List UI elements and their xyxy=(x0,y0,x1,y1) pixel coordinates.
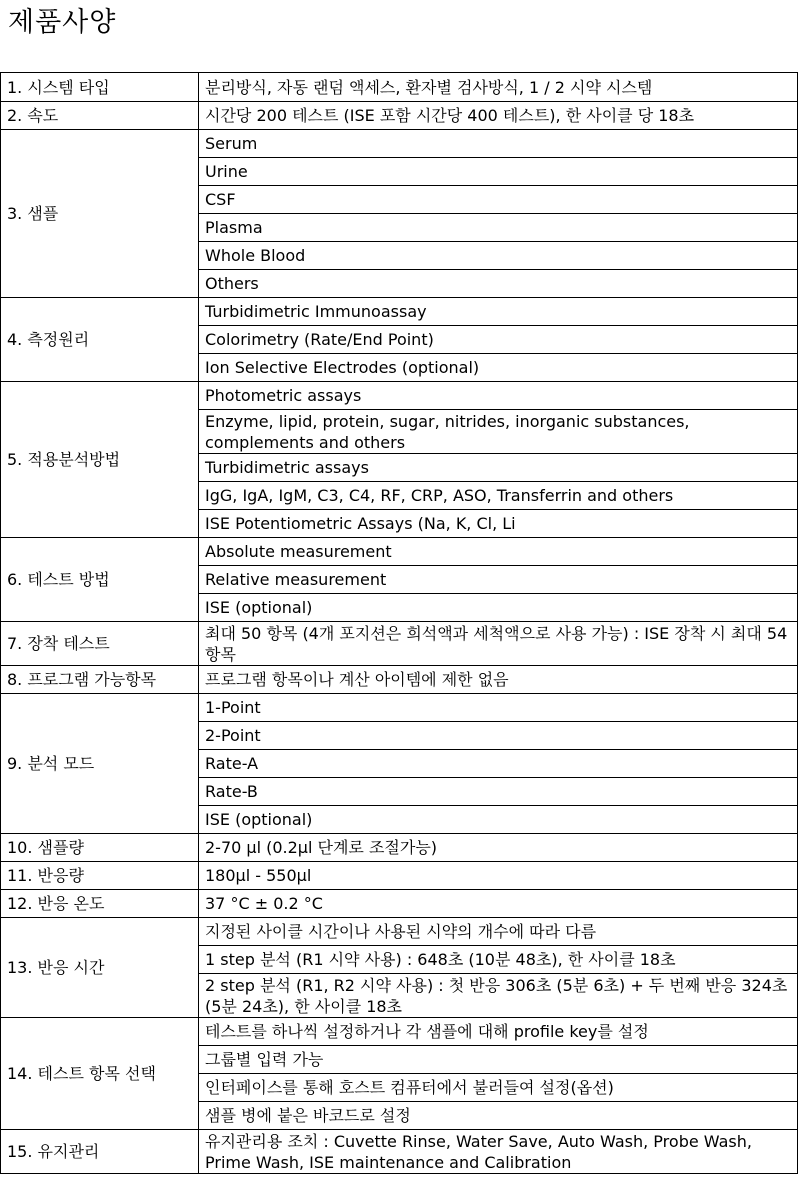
row-value: Others xyxy=(199,270,798,298)
row-value: 2 step 분석 (R1, R2 시약 사용) : 첫 반응 306초 (5분 6초) + 두 번째 반응 324초 (5분 24초), 한 사이클 18초 xyxy=(199,974,798,1018)
row-value: 시간당 200 테스트 (ISE 포함 시간당 400 테스트), 한 사이클 당 18초 xyxy=(199,102,798,130)
row-value: 2-Point xyxy=(199,722,798,750)
row-label: 14. 테스트 항목 선택 xyxy=(1,1018,199,1130)
table-row xyxy=(1,1018,798,1046)
row-value: Ion Selective Electrodes (optional) xyxy=(199,354,798,382)
row-value: Turbidimetric assays xyxy=(199,454,798,482)
row-label: 13. 반응 시간 xyxy=(1,918,199,1018)
row-value: Rate-B xyxy=(199,778,798,806)
row-value: Plasma xyxy=(199,214,798,242)
row-value: ISE Potentiometric Assays (Na, K, Cl, Li xyxy=(199,510,798,538)
row-value: 그룹별 입력 가능 xyxy=(199,1046,798,1074)
table-row xyxy=(1,538,798,566)
row-value: CSF xyxy=(199,186,798,214)
table-row xyxy=(1,73,798,102)
row-label: 9. 분석 모드 xyxy=(1,694,199,834)
row-value: 분리방식, 자동 랜덤 액세스, 환자별 검사방식, 1 / 2 시약 시스템 xyxy=(199,73,798,102)
row-value: 최대 50 항목 (4개 포지션은 희석액과 세척액으로 사용 가능) : ISE 장착 시 최대 54 항목 xyxy=(199,622,798,666)
row-label: 1. 시스템 타입 xyxy=(1,73,199,102)
row-value: Whole Blood xyxy=(199,242,798,270)
row-value: 프로그램 항목이나 계산 아이템에 제한 없음 xyxy=(199,666,798,694)
row-label: 2. 속도 xyxy=(1,102,199,130)
table-row xyxy=(1,298,798,326)
table-row xyxy=(1,1130,798,1174)
row-value: Serum xyxy=(199,130,798,158)
row-value: 샘플 병에 붙은 바코드로 설정 xyxy=(199,1102,798,1130)
row-value: Colorimetry (Rate/End Point) xyxy=(199,326,798,354)
row-value: 테스트를 하나씩 설정하거나 각 샘플에 대해 profile key를 설정 xyxy=(199,1018,798,1046)
row-label: 11. 반응량 xyxy=(1,862,199,890)
table-row xyxy=(1,862,798,890)
row-label: 8. 프로그램 가능항목 xyxy=(1,666,199,694)
row-label: 5. 적용분석방법 xyxy=(1,382,199,538)
table-row xyxy=(1,666,798,694)
row-label: 10. 샘플량 xyxy=(1,834,199,862)
row-label: 12. 반응 온도 xyxy=(1,890,199,918)
row-value: Turbidimetric Immunoassay xyxy=(199,298,798,326)
table-row xyxy=(1,102,798,130)
row-value: Urine xyxy=(199,158,798,186)
table-row xyxy=(1,622,798,666)
row-label: 6. 테스트 방법 xyxy=(1,538,199,622)
row-value: 180μl - 550μl xyxy=(199,862,798,890)
row-label: 15. 유지관리 xyxy=(1,1130,199,1174)
row-value: 유지관리용 조치 : Cuvette Rinse, Water Save, Auto Wash, Probe Wash, Prime Wash, ISE maintenance and Calibration xyxy=(199,1130,798,1174)
table-row xyxy=(1,834,798,862)
row-value: Rate-A xyxy=(199,750,798,778)
row-value: IgG, IgA, IgM, C3, C4, RF, CRP, ASO, Transferrin and others xyxy=(199,482,798,510)
table-row xyxy=(1,130,798,158)
row-value: 1-Point xyxy=(199,694,798,722)
row-value: 2-70 μl (0.2μl 단계로 조절가능) xyxy=(199,834,798,862)
row-value: ISE (optional) xyxy=(199,806,798,834)
page-title: 제품사양 xyxy=(8,7,117,38)
row-value: 지정된 사이클 시간이나 사용된 시약의 개수에 따라 다름 xyxy=(199,918,798,946)
table-row xyxy=(1,890,798,918)
row-label: 7. 장착 테스트 xyxy=(1,622,199,666)
row-value: Photometric assays xyxy=(199,382,798,410)
row-label: 4. 측정원리 xyxy=(1,298,199,382)
row-value: Relative measurement xyxy=(199,566,798,594)
row-value: 인터페이스를 통해 호스트 컴퓨터에서 불러들여 설정(옵션) xyxy=(199,1074,798,1102)
row-value: Absolute measurement xyxy=(199,538,798,566)
row-value: Enzyme, lipid, protein, sugar, nitrides, inorganic substances, complements and others xyxy=(199,410,798,454)
spec-table xyxy=(0,72,798,1174)
row-value: 1 step 분석 (R1 시약 사용) : 648초 (10분 48초), 한 사이클 18초 xyxy=(199,946,798,974)
row-value: 37 °C ± 0.2 °C xyxy=(199,890,798,918)
table-row xyxy=(1,918,798,946)
table-row xyxy=(1,382,798,410)
row-label: 3. 샘플 xyxy=(1,130,199,298)
row-value: ISE (optional) xyxy=(199,594,798,622)
table-row xyxy=(1,694,798,722)
